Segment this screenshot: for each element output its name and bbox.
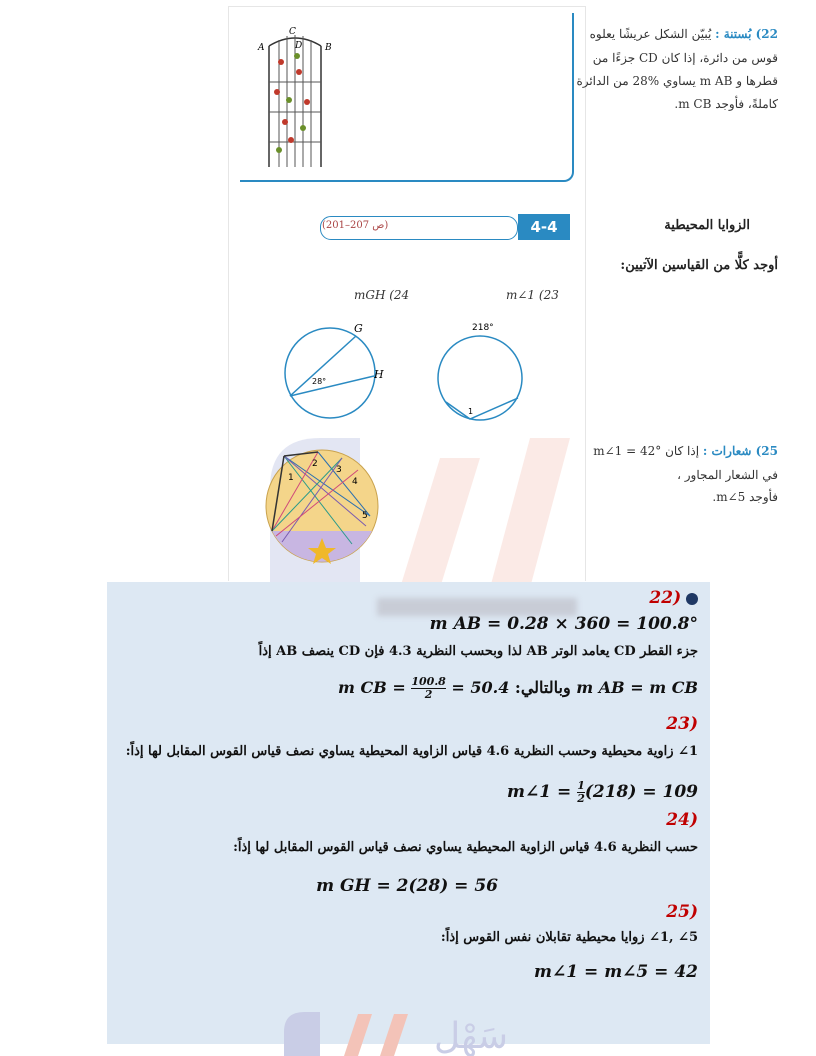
label-d: D: [295, 41, 303, 51]
sol-23-eq-a: m∠1 =: [507, 782, 572, 802]
q22-line1-text: يُبيّن الشكل عريشًا يعلوه: [589, 27, 712, 41]
sol-22-line3: [338, 676, 698, 701]
label-num-5: 5: [362, 511, 368, 521]
sol-24-eq: m GH = 2(28) = 56: [316, 876, 498, 896]
label-218: 218°: [472, 323, 494, 333]
sol-23-eq-b: (218) = 109: [584, 782, 698, 802]
q22-line4: كاملةً، فأوجد m CB.: [674, 97, 778, 111]
q25-line1-text: إذا كان m∠1 = 42°: [593, 444, 700, 458]
sol-25-header: [666, 902, 698, 922]
q22-line2: قوس من دائرة، إذا كان CD جزءًا من: [592, 51, 778, 65]
brand-name: سَهْل: [434, 1016, 509, 1056]
label-c: C: [289, 27, 296, 37]
sol-22-eq-b: [338, 675, 510, 701]
sol-24-header: [666, 810, 698, 830]
sol-22-therefore: وبالتالي:: [514, 678, 571, 697]
label-num-2: 2: [312, 459, 318, 469]
frac-den-23: 2: [577, 792, 585, 805]
frac-den: 2: [424, 688, 433, 701]
q25-line3: فأوجد m∠5.: [712, 490, 778, 504]
label-a: A: [258, 43, 265, 53]
sol-23-header: [666, 714, 698, 734]
sol-22-eq-b-text: m CB =: [338, 678, 406, 697]
brand-logo: [284, 1004, 584, 1056]
q24-circle-figure: [280, 318, 390, 428]
instruction-text: أوجد كلًّا من القياسين الآتيين:: [620, 258, 778, 273]
bullet-icon: [686, 593, 698, 605]
sol-23-eq: [507, 780, 698, 805]
label-angle-1: 1: [468, 407, 474, 416]
label-28: 28°: [312, 377, 327, 386]
label-h: H: [374, 368, 384, 381]
frac-num: 100.8: [411, 675, 446, 688]
label-num-3: 3: [336, 465, 342, 475]
q25-logo-figure: [262, 446, 382, 566]
sol-22-header: [649, 588, 698, 608]
sol-22-eq1: m AB = 0.28 × 360 = 100.8°: [429, 614, 698, 634]
sol-25-eq: m∠1 = m∠5 = 42: [534, 962, 698, 982]
label-num-1: 1: [288, 473, 294, 483]
q22-label: 22) بُستنة :: [715, 27, 778, 41]
sol-24-line1: حسب النظرية 4.6 قياس الزاوية المحيطية يساوي نصف قياس القوس المقابل لها إذاً:: [233, 840, 698, 855]
q24-prompt: mGH (24: [354, 288, 410, 302]
sol-24-number: (24: [666, 810, 698, 830]
sol-22-fraction: [411, 676, 445, 701]
sol-25-number: (25: [666, 902, 698, 922]
q22-line1: [590, 27, 778, 41]
q25-line2: في الشعار المجاور ،: [677, 468, 778, 482]
sol-22-eq-a: m AB = m CB: [576, 678, 698, 697]
q25-label: 25) شعارات :: [702, 444, 778, 458]
sol-22-line2: جزء القطر CD يعامد الوتر AB لذا وبحسب النظرية 4.3 فإن CD ينصف AB إذاً: [258, 644, 698, 659]
q25-line1: [593, 444, 778, 458]
label-b: B: [325, 43, 332, 53]
label-g: G: [354, 322, 363, 335]
trellis-figure: [255, 22, 335, 172]
lesson-title: الزوايا المحيطية: [664, 218, 750, 233]
lesson-pages: (ص 207–201): [322, 220, 389, 231]
label-num-4: 4: [352, 477, 358, 487]
solution-panel: [107, 582, 710, 1044]
frac-num-23: 1: [577, 779, 585, 792]
sol-22-number: (22: [649, 588, 682, 608]
lesson-header: [240, 214, 570, 240]
sol-22-eq-c: = 50.4: [451, 678, 510, 697]
sol-23-number: (23: [666, 714, 698, 734]
q23-prompt: m∠1 (23: [506, 288, 559, 302]
sol-25-line1: 5∠ ,1∠ زوايا محيطية تقابلان نفس القوس إذاً:: [440, 930, 698, 945]
lesson-number: 4-4: [518, 214, 570, 240]
sol-23-line1: 1∠ زاوية محيطية وحسب النظرية 4.6 قياس الزاوية المحيطية يساوي نصف قياس القوس المقابل لها إذاً:: [125, 744, 698, 759]
q22-line3: قطرها و m AB يساوي %28 من الدائرة: [576, 74, 778, 88]
sol-23-fraction: [577, 780, 585, 805]
